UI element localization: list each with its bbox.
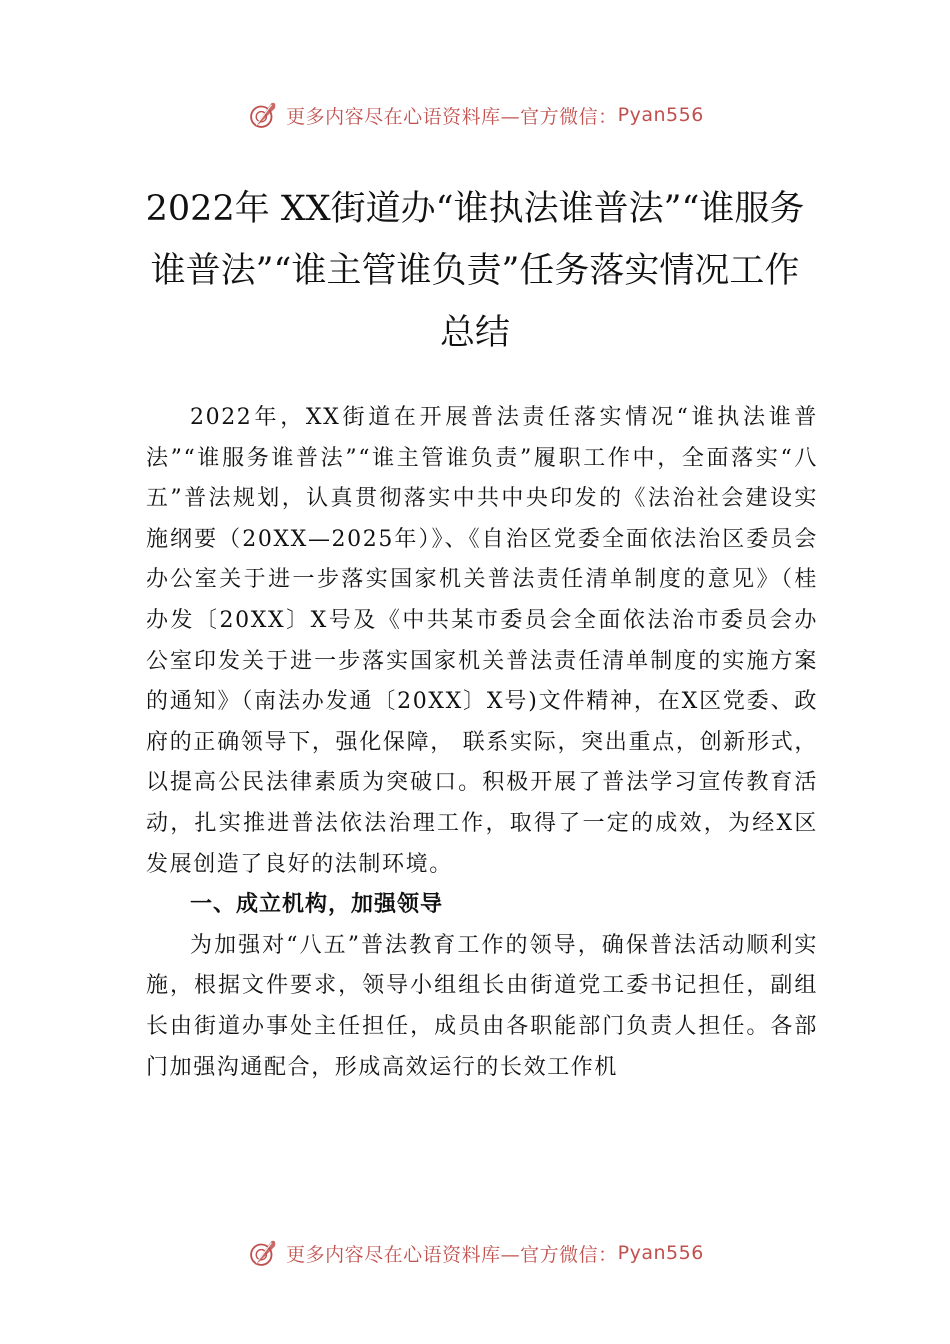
watermark-wechat-id: Pyan556 bbox=[617, 1242, 704, 1264]
footer-watermark bbox=[0, 1233, 950, 1273]
intro-paragraph: 2022年，XX街道在开展普法责任落实情况“谁执法谁普法”“谁服务谁普法”“谁主管谁负责”履职工作中，全面落实“八五”普法规划，认真贯彻落实中共中央印发的《法治社会建设实施纲要（20XX—2025年）》、《自治区党委全面依法治区委员会办公室关于进一步落实国家机关普法责任清单制度的意见》（桂办发〔20XX〕X号及《中共某市委员会全面依法治市委员会办公室印发关于进一步落实国家机关普法责任清单制度的实施方案的通知》（南法办发通〔20XX〕X号)文件精神，在X区党委、政府的正确领导下，强化保障， 联系实际，突出重点，创新形式，以提高公民法律素质为突破口。积极开展了普法学习宣传教育活动，扎实推进普法依法治理工作，取得了一定的成效，为经X区发展创造了良好的法制环境。 bbox=[146, 405, 818, 877]
section-paragraph: 为加强对“八五”普法教育工作的领导，确保普法活动顺利实施，根据文件要求，领导小组组长由街道党工委书记担任，副组长由街道办事处主任担任，成员由各职能部门负责人担任。各部门加强沟通配合，形成高效运行的长效工作机 bbox=[146, 932, 818, 1080]
document-body bbox=[146, 398, 818, 1088]
watermark-text: 更多内容尽在心语资料库—官方微信： bbox=[286, 1243, 618, 1266]
header-watermark bbox=[0, 95, 950, 135]
feather-quill-logo-icon bbox=[246, 1236, 280, 1270]
watermark-wechat-id: Pyan556 bbox=[617, 104, 704, 126]
document-title: 2022年 XX街道办“谁执法谁普法”“谁服务谁普法”“谁主管谁负责”任务落实情况工作总结 bbox=[145, 189, 805, 353]
watermark-text: 更多内容尽在心语资料库—官方微信： bbox=[286, 105, 618, 128]
section-heading: 一、成立机构，加强领导 bbox=[190, 892, 444, 918]
feather-quill-logo-icon bbox=[246, 98, 280, 132]
